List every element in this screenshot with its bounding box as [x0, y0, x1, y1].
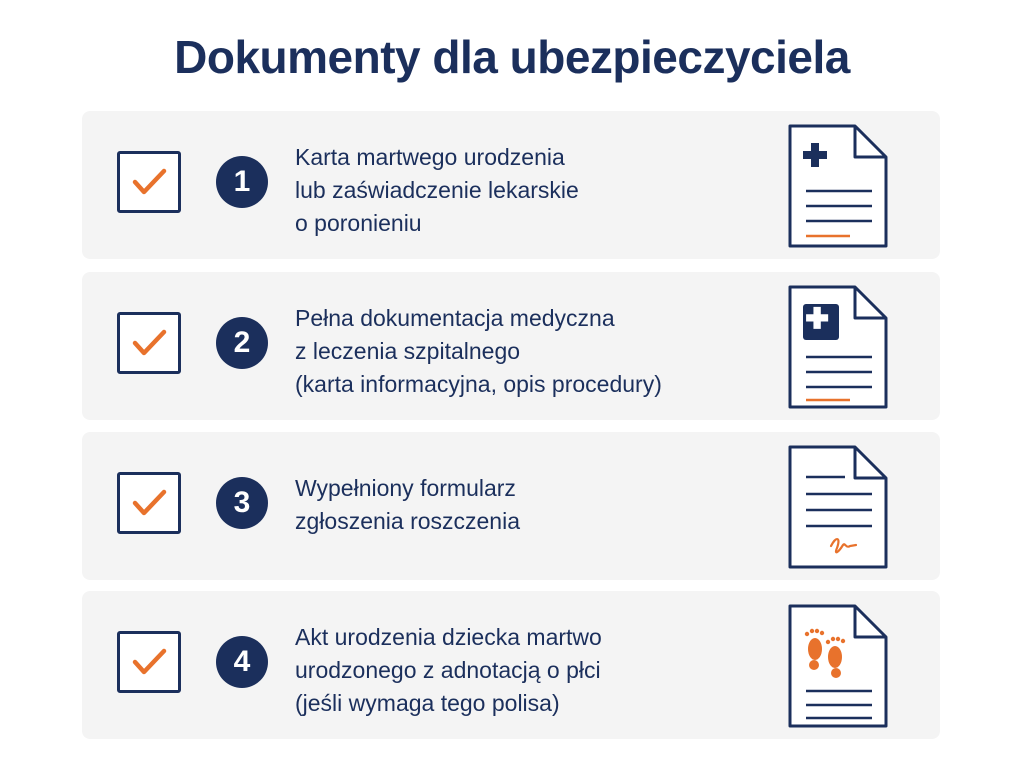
checkbox-checked[interactable]: [117, 472, 181, 534]
checkbox-checked[interactable]: [117, 631, 181, 693]
description-line: Karta martwego urodzenia: [295, 144, 565, 170]
checkbox-checked[interactable]: [117, 312, 181, 374]
checkmark-icon: [120, 315, 178, 371]
checkmark-icon: [120, 634, 178, 690]
hospital-record-icon: [785, 284, 889, 410]
checkmark-icon: [120, 475, 178, 531]
step-number: 1: [216, 156, 268, 208]
description-line: lub zaświadczenie lekarskie: [295, 177, 579, 203]
document-item-1: [82, 111, 940, 259]
description-line: Wypełniony formularz: [295, 475, 516, 501]
description-line: zgłoszenia roszczenia: [295, 508, 521, 534]
checkbox-checked[interactable]: [117, 151, 181, 213]
signed-form-icon: [785, 444, 889, 570]
description-line: z leczenia szpitalnego: [295, 338, 521, 364]
document-description: [295, 621, 765, 720]
document-description: [295, 141, 765, 240]
step-number: 2: [216, 317, 268, 369]
description-line: Pełna dokumentacja medyczna: [295, 305, 615, 331]
checkmark-icon: [120, 154, 178, 210]
description-line: (karta informacyjna, opis procedury): [295, 371, 662, 397]
document-description: [295, 302, 765, 401]
document-description: [295, 472, 765, 538]
description-line: urodzonego z adnotacją o płci: [295, 657, 601, 683]
page-title: Dokumenty dla ubezpieczyciela: [174, 31, 850, 83]
document-item-4: [82, 591, 940, 739]
description-line: Akt urodzenia dziecka martwo: [295, 624, 602, 650]
step-number: 3: [216, 477, 268, 529]
document-item-3: [82, 432, 940, 580]
footprints-document-icon: [785, 603, 889, 729]
medical-document-icon: [785, 123, 889, 249]
description-line: (jeśli wymaga tego polisa): [295, 690, 560, 716]
step-number: 4: [216, 636, 268, 688]
description-line: o poronieniu: [295, 210, 422, 236]
document-item-2: [82, 272, 940, 420]
